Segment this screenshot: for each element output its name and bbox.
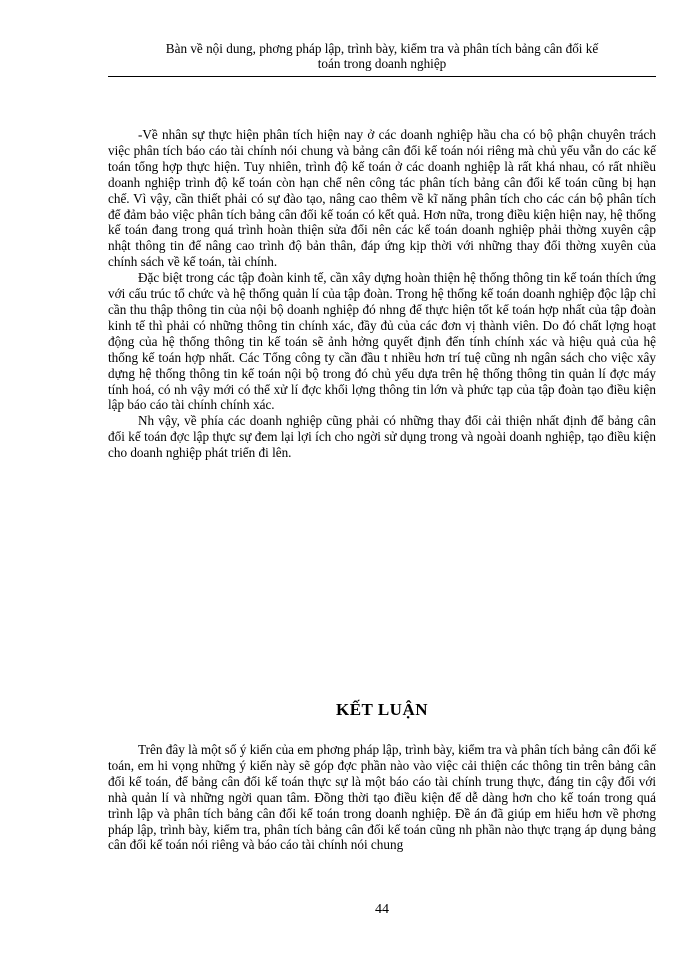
paragraph-corporate-groups: Đặc biệt trong các tập đoàn kinh tế, cần xây dựng hoàn thiện hệ thống thông tin kế toán thích ứng với cấu trúc tổ chức và hệ thống quản lí của tập đoàn. Trong hệ thống kế toán doanh nghiệp độc lập chỉ cần thu thập thông tin của nội bộ doanh nghiệp đó nhng để thực hiện tốt kế toán hợp nhất của tập đoàn kinh tế thì phải có những thông tin chính xác, đầy đủ của các đơn vị thành viên. Do đó chất lợng hoạt động của hệ thống thông tin kế toán sẽ ảnh hởng quyết định đến tính chính xác và hiệu quả của hệ thống kế toán hợp nhất. Các Tổng công ty cần đầu t nhiều hơn trí tuệ cũng nh ngân sách cho việc xây dựng hệ thống thông tin kế toán nội bộ trong đó chủ yếu dựa trên hệ thống thông tin quản lí đợc máy tính hoá, có nh vậy mới có thể xử lí đợc khối lợng thông tin lớn và phức tạp của tập đoàn tạo điều kiện lập báo cáo tài chính chính xác. — [108, 270, 656, 413]
paragraph-summary: Nh vậy, về phía các doanh nghiệp cũng phải có những thay đổi cải thiện nhất định để bảng cân đối kế toán đợc lập thực sự đem lại lợi ích cho ngời sử dụng trong và ngoài doanh nghiệp, tạo điều kiện cho doanh nghiệp phát triển đi lên. — [108, 413, 656, 461]
conclusion-heading: KẾT LUẬN — [335, 700, 428, 719]
conclusion-section — [108, 742, 656, 853]
running-header — [108, 41, 656, 71]
header-rule — [108, 76, 656, 77]
paragraph-staffing: -Về nhân sự thực hiện phân tích hiện nay ở các doanh nghiệp hầu cha có bộ phận chuyên trách việc phân tích báo cáo tài chính nói chung và bảng cân đối kế toán nói riêng mà chủ yếu vẫn do các kế toán tổng hợp thực hiện. Tuy nhiên, trình độ kế toán ở các doanh nghiệp là rất khá nhau, có rất nhiều doanh nghiệp trình độ kế toán còn hạn chế nên công tác phân tích bảng cân đối kế toán cũng bị hạn chế. Vì vậy, cần thiết phải có sự đào tạo, nâng cao thêm về kĩ năng phân tích cho các cán bộ phân tích để đảm bảo việc phân tích bảng cân đối kế toán có kết quả. Hơn nữa, trong điều kiện hiện nay, hệ thống kế toán đang trong quá trình hoàn thiện sửa đổi nên các kế toán doanh nghiệp phải thờng xuyên cập nhật thông tin để nâng cao trình độ bản thân, đáp ứng kịp thời với những thay đổi thờng xuyên của chính sách về kế toán, tài chính. — [108, 127, 656, 270]
page-number: 44 — [375, 902, 389, 917]
running-header-line-2: toán trong doanh nghiệp — [317, 56, 447, 71]
paragraph-conclusion: Trên đây là một số ý kiến của em phơng pháp lập, trình bày, kiểm tra và phân tích bảng cân đối kế toán, em hi vọng những ý kiến này sẽ góp đợc phần nào vào việc cải thiện các thông tin trên bảng cân đối kế toán, để bảng cân đối kế toán thực sự là một báo cáo tài chính trung thực, đáng tin cậy đối với nhà quản lí và những ngời quan tâm. Đồng thời tạo điều kiện để dễ dàng hơn cho kế toán trong quá trình lập và phân tích bảng cân đối kế toán trong doanh nghiệp. Đề án đã giúp em hiểu hơn về phơng pháp lập, trình bày, kiểm tra, phân tích bảng cân đối kế toán cũng nh phần nào thực trạng áp dụng bảng cân đối kế toán nói riêng và báo cáo tài chính nói chung — [108, 742, 656, 853]
running-header-line-1: Bàn về nội dung, phơng pháp lập, trình bày, kiểm tra và phân tích bảng cân đối kế — [165, 41, 599, 56]
recommendations-section — [108, 127, 656, 461]
